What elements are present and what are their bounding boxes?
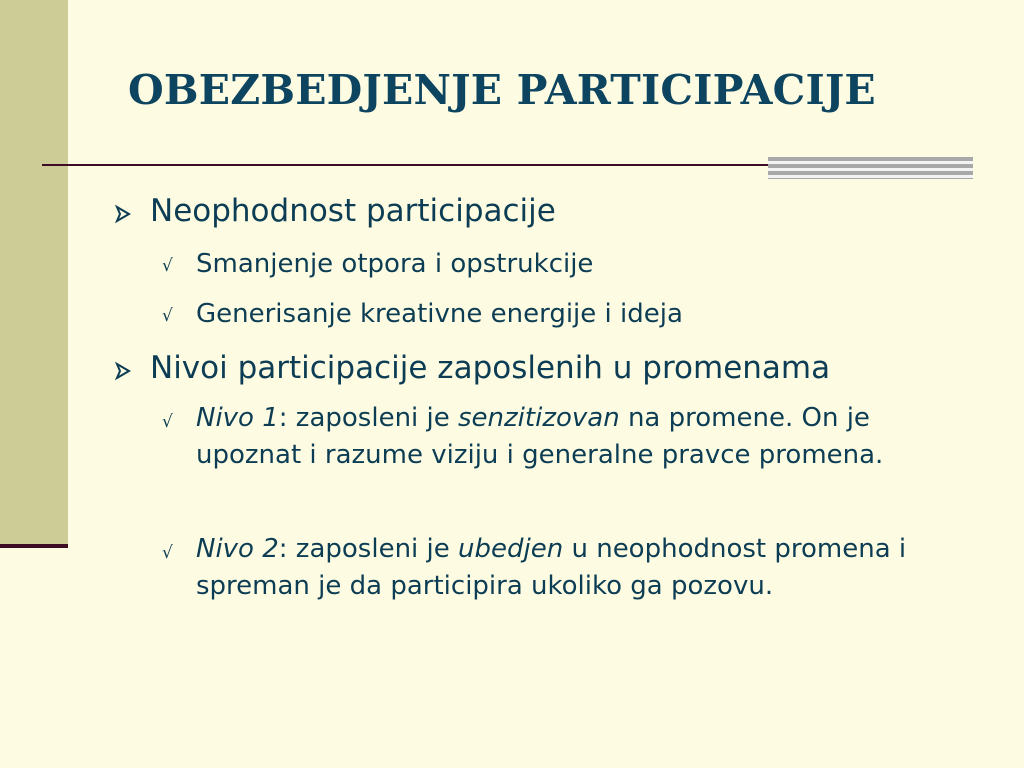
level-description: na promene. On je upoznat i razume viziju i generalne pravce promena.	[196, 403, 884, 470]
sub-bullet-1-2: Generisanje kreativne energije i ideja	[196, 299, 683, 329]
slide-title: OBEZBEDJENJE PARTICIPACIJE	[128, 66, 876, 114]
sub-bullet-2-2	[196, 531, 916, 605]
bullet-item-2: Nivoi participacije zaposlenih u promenama	[150, 350, 831, 386]
bullet-item-1: Neophodnost participacije	[150, 193, 556, 229]
level-emphasis: ubedjen	[458, 534, 564, 564]
check-root-bullet-icon: √	[162, 543, 173, 563]
arrow-bullet-icon	[113, 361, 133, 381]
level-emphasis: senzitizovan	[458, 403, 620, 433]
level-label: Nivo 1	[196, 403, 279, 433]
check-root-bullet-icon: √	[162, 306, 173, 326]
sub-bullet-2-1	[196, 400, 946, 474]
level-label: Nivo 2	[196, 534, 279, 564]
level-connector: : zaposleni je	[278, 534, 459, 564]
level-connector: : zaposleni je	[278, 403, 459, 433]
check-root-bullet-icon: √	[162, 256, 173, 276]
check-root-bullet-icon: √	[162, 412, 173, 432]
sub-bullet-1-1: Smanjenje otpora i opstrukcije	[196, 249, 594, 279]
arrow-bullet-icon	[113, 204, 133, 224]
level-description: u neophodnost promena i spreman je da participira ukoliko ga pozovu.	[196, 534, 907, 601]
